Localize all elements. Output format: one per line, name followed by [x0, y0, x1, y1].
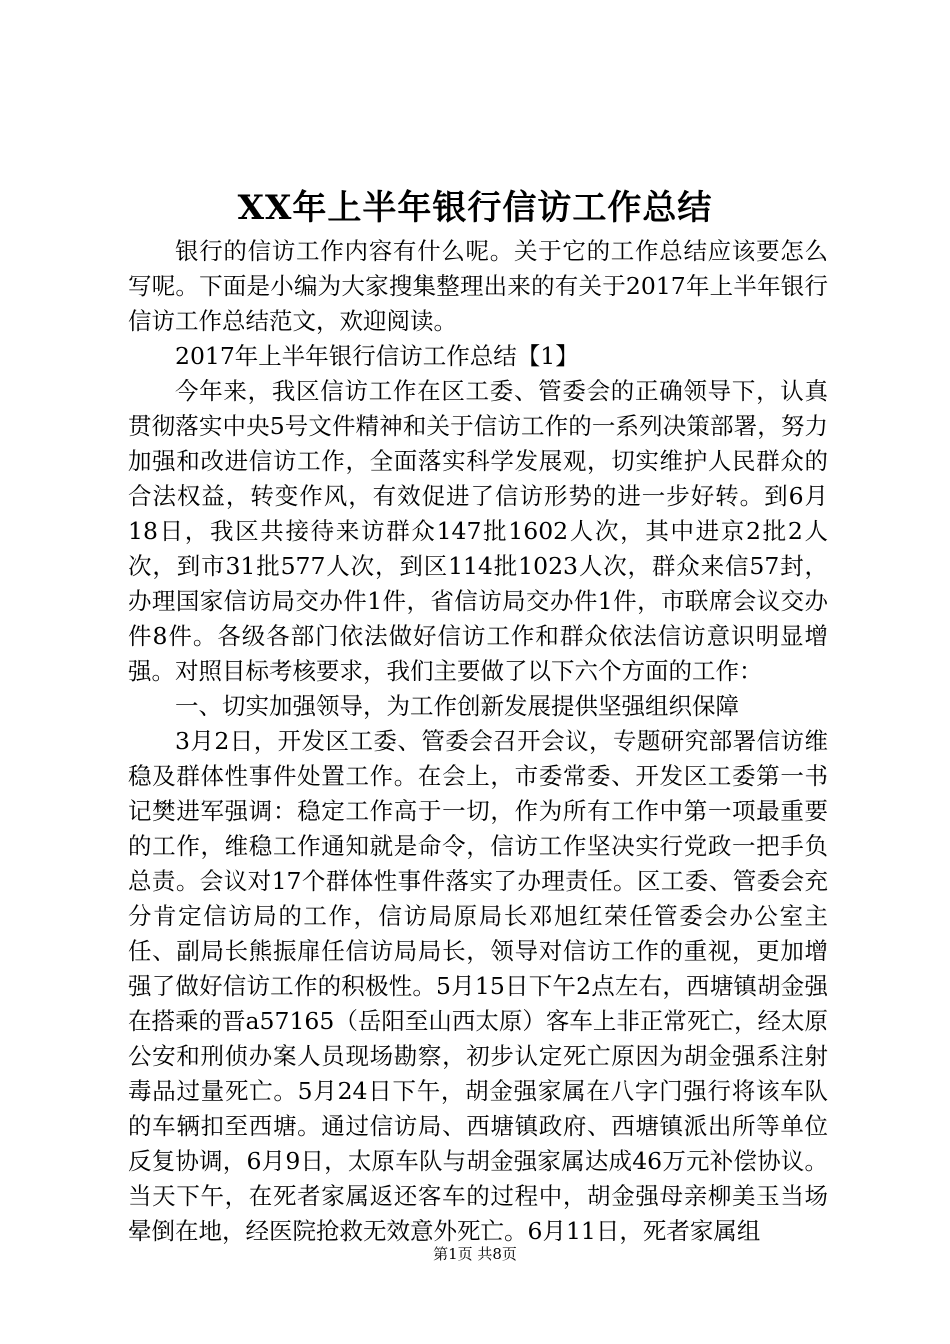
- paragraph-intro: 银行的信访工作内容有什么呢。关于它的工作总结应该要怎么写呢。下面是小编为大家搜集整理出来的有关于2017年上半年银行信访工作总结范文，欢迎阅读。: [128, 237, 828, 335]
- page-footer: 第1页 共8页: [433, 1245, 517, 1263]
- paragraph-summary: 今年来，我区信访工作在区工委、管委会的正确领导下，认真贯彻落实中央5号文件精神和关于信访工作的一系列决策部署，努力加强和改进信访工作，全面落实科学发展观，切实维护人民群众的合法权益，转变作风，有效促进了信访形势的进一步好转。到6月18日，我区共接待来访群众147批1602人次，其中进京2批2人次，到市31批577人次，到区114批1023人次，群众来信57封，办理国家信访局交办件1件，省信访局交办件1件，市联席会议交办件8件。各级各部门依法做好信访工作和群众依法信访意识明显增强。对照目标考核要求，我们主要做了以下六个方面的工作：: [128, 377, 828, 685]
- paragraph-section-body: 3月2日，开发区工委、管委会召开会议，专题研究部署信访维稳及群体性事件处置工作。在会上，市委常委、开发区工委第一书记樊进军强调：稳定工作高于一切，作为所有工作中第一项最重要的工作，维稳工作通知就是命令，信访工作坚决实行党政一把手负总责。会议对17个群体性事件落实了办理责任。区工委、管委会充分肯定信访局的工作，信访局原局长邓旭红荣任管委会办公室主任、副局长熊振扉任信访局局长，领导对信访工作的重视，更加增强了做好信访工作的积极性。5月15日下午2点左右，西塘镇胡金强在搭乘的晋a57165（岳阳至山西太原）客车上非正常死亡，经太原公安和刑侦办案人员现场勘察，初步认定死亡原因为胡金强系注射毒品过量死亡。5月24日下午，胡金强家属在八字门强行将该车队的车辆扣至西塘。通过信访局、西塘镇政府、西塘镇派出所等单位反复协调，6月9日，太原车队与胡金强家属达成46万元补偿协议。当天下午，在死者家属返还客车的过程中，胡金强母亲柳美玉当场晕倒在地，经医院抢救无效意外死亡。6月11日，死者家属组: [128, 727, 828, 1245]
- section-heading: 一、切实加强领导，为工作创新发展提供坚强组织保障: [175, 692, 739, 720]
- document-body: [128, 234, 828, 1249]
- paragraph-subtitle: 2017年上半年银行信访工作总结【1】: [175, 342, 579, 370]
- document-title: XX年上半年银行信访工作总结: [237, 188, 713, 228]
